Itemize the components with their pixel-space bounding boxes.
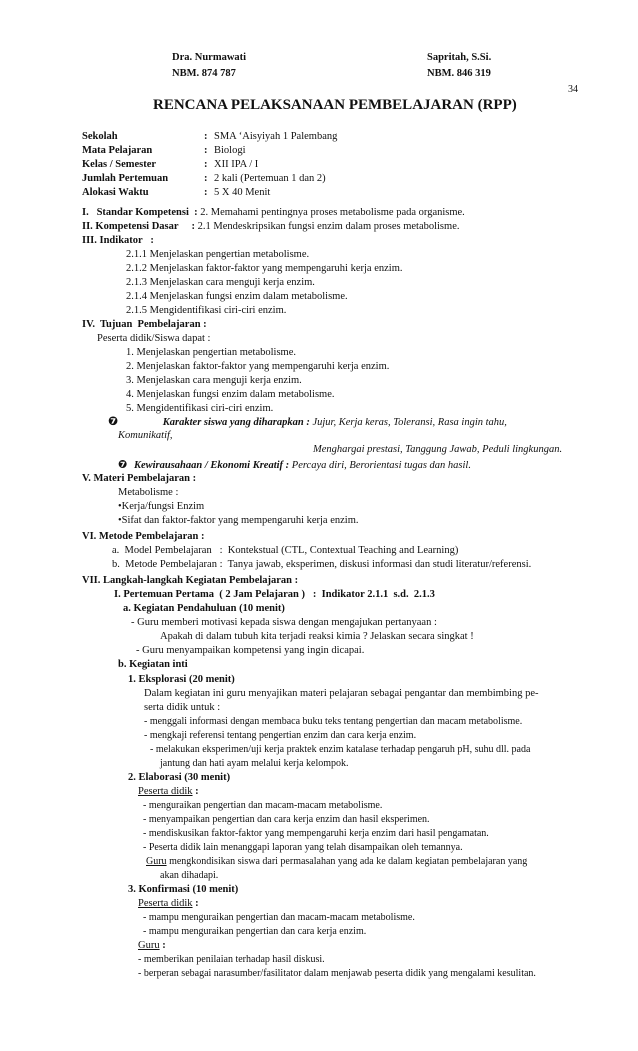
eksplorasi-line: Dalam kegiatan ini guru menyajikan materi pelajaran sebagai pengantar dan membimbing pe- — [144, 688, 539, 699]
karakter-line3: Menghargai prestasi, Tanggung Jawab, Peduli lingkungan. — [313, 444, 563, 455]
elaborasi-line: Guru mengkondisikan siswa dari permasalahan yang ada ke dalam kegiatan pembelajaran yang — [146, 856, 528, 867]
langkah-heading: VII. Langkah-langkah Kegiatan Pembelajaran : — [82, 575, 299, 586]
standar-kompetensi: I. Standar Kompetensi : 2. Memahami pentingnya proses metabolisme pada organisme. — [82, 207, 465, 218]
inti-heading: b. Kegiatan inti — [118, 659, 188, 670]
indikator-item: 2.1.1 Menjelaskan pengertian metabolisme. — [126, 249, 310, 260]
materi-heading: V. Materi Pembelajaran : — [82, 473, 197, 484]
indikator-item: 2.1.2 Menjelaskan faktor-faktor yang mempengaruhi kerja enzim. — [126, 263, 403, 274]
identity-row: Sekolah : SMA ‘Aisyiyah 1 Palembang — [82, 131, 338, 142]
tujuan-item: 4. Menjelaskan fungsi enzim dalam metabolisme. — [126, 389, 335, 400]
kompetensi-dasar: II. Kompetensi Dasar : 2.1 Mendeskripsikan fungsi enzim dalam proses metabolisme. — [82, 221, 460, 232]
page-title: RENCANA PELAKSANAAN PEMBELAJARAN (RPP) — [153, 97, 517, 113]
number-circle-icon: ❼ — [118, 458, 128, 471]
pendahuluan-line: - Guru memberi motivasi kepada siswa dengan mengajukan pertanyaan : — [131, 617, 437, 628]
elaborasi-line: - menguraikan pengertian dan macam-macam metabolisme. — [143, 800, 383, 811]
materi-item: •Kerja/fungsi Enzim — [118, 501, 205, 512]
indikator-item: 2.1.4 Menjelaskan fungsi enzim dalam metabolisme. — [126, 291, 348, 302]
signer-right-name: Sapritah, S.Si. — [427, 52, 492, 63]
pendahuluan-line: Apakah di dalam tubuh kita terjadi reaksi kimia ? Jelaskan secara singkat ! — [160, 631, 474, 642]
metode-model: a. Model Pembelajaran : Kontekstual (CTL, Contextual Teaching and Learning) — [112, 545, 459, 556]
konfirmasi-subject: Peserta didik : — [138, 898, 199, 909]
signer-left-name: Dra. Nurmawati — [172, 52, 247, 63]
eksplorasi-line: jantung dan hati ayam melalui kerja kelompok. — [160, 758, 349, 769]
indikator-item: 2.1.3 Menjelaskan cara menguji kerja enzim. — [126, 277, 315, 288]
konfirmasi-line: - mampu menguraikan pengertian dan cara kerja enzim. — [143, 926, 367, 937]
tujuan-item: 3. Menjelaskan cara menguji kerja enzim. — [126, 375, 302, 386]
indikator-heading: III. Indikator : — [82, 235, 154, 246]
eksplorasi-line: - melakukan eksperimen/uji kerja praktek enzim katalase terhadap pengaruh pH, suhu dll. pada — [150, 744, 531, 755]
page-number: 34 — [568, 84, 578, 95]
materi-intro: Metabolisme : — [118, 487, 179, 498]
karakter-row: ❼ Karakter siswa yang diharapkan : Jujur, Kerja keras, Toleransi, Rasa ingin tahu, — [108, 414, 507, 428]
pertemuan-heading: I. Pertemuan Pertama ( 2 Jam Pelajaran ) : Indikator 2.1.1 s.d. 2.1.3 — [114, 589, 435, 600]
tujuan-item: 1. Menjelaskan pengertian metabolisme. — [126, 347, 296, 358]
elaborasi-line: - menyampaikan pengertian dan cara kerja enzim dan hasil eksperimen. — [143, 814, 430, 825]
elaborasi-line: - Peserta didik lain menanggapi laporan yang telah disampaikan oleh temannya. — [143, 842, 463, 853]
indikator-item: 2.1.5 Mengidentifikasi ciri-ciri enzim. — [126, 305, 287, 316]
metode-heading: VI. Metode Pembelajaran : — [82, 531, 205, 542]
tujuan-item: 5. Mengidentifikasi ciri-ciri enzim. — [126, 403, 274, 414]
konfirmasi-line: - memberikan penilaian terhadap hasil diskusi. — [138, 954, 325, 965]
identity-row: Mata Pelajaran : Biologi — [82, 145, 246, 156]
eksplorasi-line: serta didik untuk : — [144, 702, 221, 713]
tujuan-heading: IV. Tujuan Pembelajaran : — [82, 319, 207, 330]
konfirmasi-heading: 3. Konfirmasi (10 menit) — [128, 884, 239, 895]
identity-row: Kelas / Semester : XII IPA / I — [82, 159, 259, 170]
konfirmasi-guru: Guru : — [138, 940, 166, 951]
konfirmasi-line: - mampu menguraikan pengertian dan macam-macam metabolisme. — [143, 912, 415, 923]
pendahuluan-line: - Guru menyampaikan kompetensi yang ingin dicapai. — [136, 645, 365, 656]
tujuan-intro: Peserta didik/Siswa dapat : — [97, 333, 211, 344]
signer-right-nbm: NBM. 846 319 — [427, 68, 491, 79]
konfirmasi-line: - berperan sebagai narasumber/fasilitator dalam menjawab peserta didik yang mengalami kesulitan. — [138, 968, 536, 979]
elaborasi-line: akan dihadapi. — [160, 870, 219, 881]
kewirausahaan-row: ❼ Kewirausahaan / Ekonomi Kreatif : Percaya diri, Berorientasi tugas dan hasil. — [118, 458, 471, 471]
karakter-line2: Komunikatif, — [118, 430, 173, 441]
number-circle-icon: ❼ — [108, 414, 119, 428]
identity-row: Jumlah Pertemuan : 2 kali (Pertemuan 1 dan 2) — [82, 173, 326, 184]
eksplorasi-heading: 1. Eksplorasi (20 menit) — [128, 674, 235, 685]
eksplorasi-line: - menggali informasi dengan membaca buku teks tentang pengertian dan macam metabolisme. — [144, 716, 523, 727]
identity-row: Alokasi Waktu : 5 X 40 Menit — [82, 187, 271, 198]
elaborasi-heading: 2. Elaborasi (30 menit) — [128, 772, 231, 783]
metode-metode: b. Metode Pembelajaran : Tanya jawab, eksperimen, diskusi informasi dan studi literatur/referensi. — [112, 559, 532, 570]
materi-item: •Sifat dan faktor-faktor yang mempengaruhi kerja enzim. — [118, 515, 359, 526]
tujuan-item: 2. Menjelaskan faktor-faktor yang mempengaruhi kerja enzim. — [126, 361, 390, 372]
elaborasi-subject: Peserta didik : — [138, 786, 199, 797]
elaborasi-line: - mendiskusikan faktor-faktor yang mempengaruhi kerja enzim dari hasil pengamatan. — [143, 828, 489, 839]
signer-left-nbm: NBM. 874 787 — [172, 68, 236, 79]
eksplorasi-line: - mengkaji referensi tentang pengertian enzim dan cara kerja enzim. — [144, 730, 417, 741]
pendahuluan-heading: a. Kegiatan Pendahuluan (10 menit) — [123, 603, 285, 614]
